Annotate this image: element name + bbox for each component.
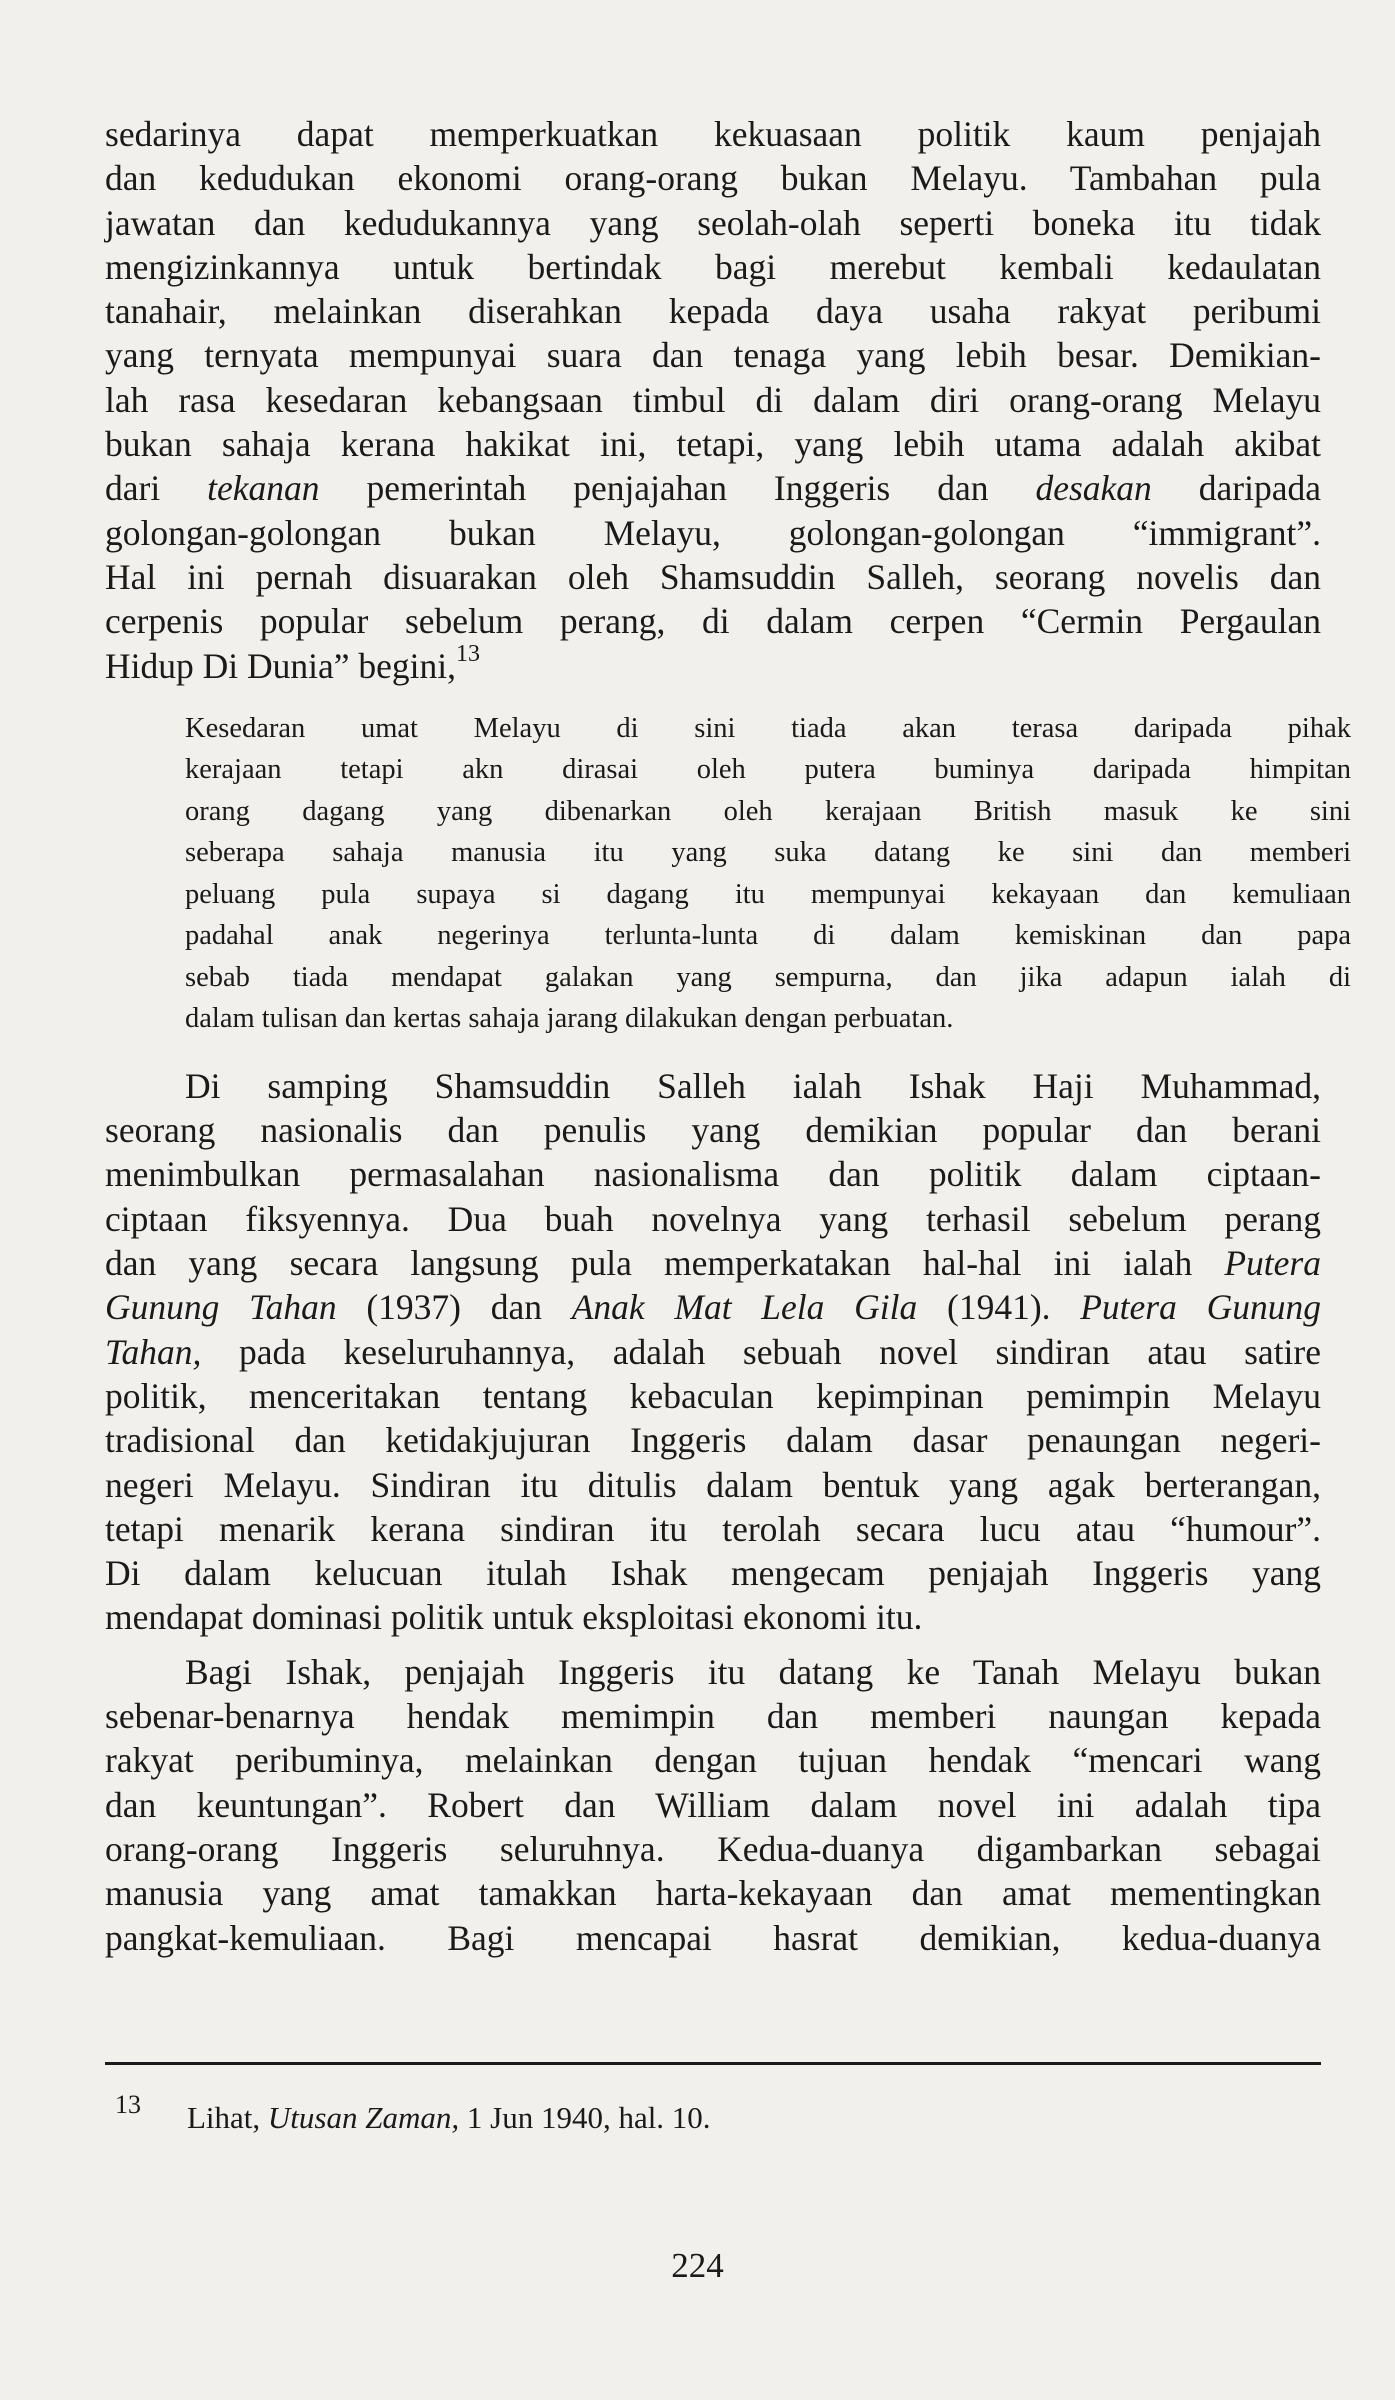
emphasis-tekanan: tekanan: [207, 468, 320, 509]
source-title: Utusan Zaman,: [267, 2100, 460, 2135]
text-line: [105, 466, 1321, 510]
text-line: sedarinya dapat memperkuatkan kekuasaan politik kaum penjajah: [105, 114, 1321, 154]
text-line: seorang nasionalis dan penulis yang demikian popular dan berani: [105, 1110, 1321, 1151]
text-line: politik, menceritakan tentang kebaculan kepimpinan pemimpin Melayu: [105, 1375, 1321, 1416]
text-line: orang-orang Inggeris seluruhnya. Kedua-duanya digambarkan sebagai: [105, 1828, 1321, 1869]
quote-line: sebab tiada mendapat galakan yang sempurna, dan jika adapun ialah di: [185, 961, 1351, 993]
text-run: (1941).: [917, 1287, 1081, 1328]
text-line: Bagi Ishak, penjajah Inggeris itu datang ke Tanah Melayu bukan: [185, 1651, 1321, 1692]
text-line: lah rasa kesedaran kebangsaan timbul di dalam diri orang-orang Melayu: [105, 379, 1321, 420]
quote-line: orang dagang yang dibenarkan oleh kerajaan British masuk ke sini: [185, 795, 1351, 827]
text-line: dan kedudukan ekonomi orang-orang bukan Melayu. Tambahan pula: [105, 158, 1321, 199]
quote-line: kerajaan tetapi akn dirasai oleh putera buminya daripada himpitan: [185, 754, 1351, 786]
block-quote: [185, 708, 1351, 1040]
text-run: dan yang secara langsung pula memperkatakan hal-hal ini ialah: [105, 1243, 1225, 1284]
text-run: dari: [105, 468, 208, 509]
text-run: daripada: [1151, 468, 1321, 509]
title-emphasis: Putera: [1224, 1243, 1321, 1284]
footnote-divider: [105, 2062, 1321, 2065]
title-emphasis: Putera Gunung: [1080, 1287, 1321, 1328]
text-line: manusia yang amat tamakkan harta-kekayaan dan amat mementingkan: [105, 1873, 1321, 1914]
text-line: [105, 640, 1321, 688]
text-line: rakyat peribuminya, melainkan dengan tujuan hendak “mencari wang: [105, 1740, 1321, 1781]
text-line: mendapat dominasi politik untuk eksploitasi ekonomi itu.: [105, 1597, 923, 1638]
text-line: golongan-golongan bukan Melayu, golongan-golongan “immigrant”.: [105, 512, 1321, 553]
title-emphasis: Gunung Tahan: [105, 1287, 337, 1328]
text-line: dan keuntungan”. Robert dan William dalam novel ini adalah tipa: [105, 1784, 1321, 1825]
quote-line: seberapa sahaja manusia itu yang suka datang ke sini dan memberi: [185, 837, 1351, 869]
text-line: ciptaan fiksyennya. Dua buah novelnya yang terhasil sebelum perang: [105, 1198, 1321, 1239]
page-number: 224: [671, 2246, 724, 2285]
text-run: 1 Jun 1940, hal. 10.: [459, 2100, 711, 2135]
page-body: [105, 112, 1351, 1960]
text-line: negeri Melayu. Sindiran itu ditulis dalam bentuk yang agak berterangan,: [105, 1464, 1321, 1505]
text-run: (1937) dan: [336, 1287, 572, 1328]
text-line: tradisional dan ketidakjujuran Inggeris dalam dasar penaungan negeri-: [105, 1420, 1321, 1461]
text-line: pangkat-kemuliaan. Bagi mencapai hasrat demikian, kedua-duanya: [105, 1917, 1321, 1958]
quote-line: peluang pula supaya si dagang itu mempunyai kekayaan dan kemuliaan: [185, 878, 1351, 910]
text-line: [105, 1241, 1321, 1285]
text-line: tanahair, melainkan diserahkan kepada daya usaha rakyat peribumi: [105, 291, 1321, 332]
text-line: [105, 1285, 1321, 1329]
text-line: Hal ini pernah disuarakan oleh Shamsuddin Salleh, seorang novelis dan: [105, 556, 1321, 597]
footnote-reference: 13: [456, 640, 480, 667]
title-emphasis: Anak Mat Lela Gila: [571, 1287, 918, 1328]
text-line: menimbulkan permasalahan nasionalisma dan politik dalam ciptaan-: [105, 1154, 1321, 1195]
text-run: Lihat,: [187, 2100, 268, 2135]
paragraph-3: [105, 1650, 1321, 1960]
footnote-number: 13: [115, 2090, 141, 2119]
quote-line: dalam tulisan dan kertas sahaja jarang dilakukan dengan perbuatan.: [185, 1003, 954, 1035]
emphasis-desakan: desakan: [1035, 468, 1152, 509]
text-line: Di dalam kelucuan itulah Ishak mengecam penjajah Inggeris yang: [105, 1553, 1321, 1594]
quote-line: padahal anak negerinya terlunta-lunta di dalam kemiskinan dan papa: [185, 920, 1351, 952]
title-emphasis: Tahan,: [105, 1331, 202, 1372]
paragraph-1: [105, 112, 1321, 688]
text-run: pada keseluruhannya, adalah sebuah novel sindiran atau satire: [201, 1331, 1321, 1372]
text-line: jawatan dan kedudukannya yang seolah-olah seperti boneka itu tidak: [105, 202, 1321, 243]
text-run: pemerintah penjajahan Inggeris dan: [319, 468, 1036, 509]
paragraph-2: [105, 1064, 1321, 1640]
text-line: bukan sahaja kerana hakikat ini, tetapi, yang lebih utama adalah akibat: [105, 424, 1321, 465]
text-line: mengizinkannya untuk bertindak bagi merebut kembali kedaulatan: [105, 246, 1321, 287]
text-line: sebenar-benarnya hendak memimpin dan memberi naungan kepada: [105, 1696, 1321, 1737]
footnote-text: [187, 2100, 711, 2136]
text-line: Di samping Shamsuddin Salleh ialah Ishak Haji Muhammad,: [185, 1065, 1321, 1106]
text-line: yang ternyata mempunyai suara dan tenaga yang lebih besar. Demikian-: [105, 335, 1321, 376]
quote-line: Kesedaran umat Melayu di sini tiada akan terasa daripada pihak: [185, 712, 1351, 744]
text-line: cerpenis popular sebelum perang, di dalam cerpen “Cermin Pergaulan: [105, 601, 1321, 642]
text-run: Hidup Di Dunia” begini,: [105, 645, 456, 686]
text-line: tetapi menarik kerana sindiran itu terolah secara lucu atau “humour”.: [105, 1508, 1321, 1549]
text-line: [105, 1330, 1321, 1374]
